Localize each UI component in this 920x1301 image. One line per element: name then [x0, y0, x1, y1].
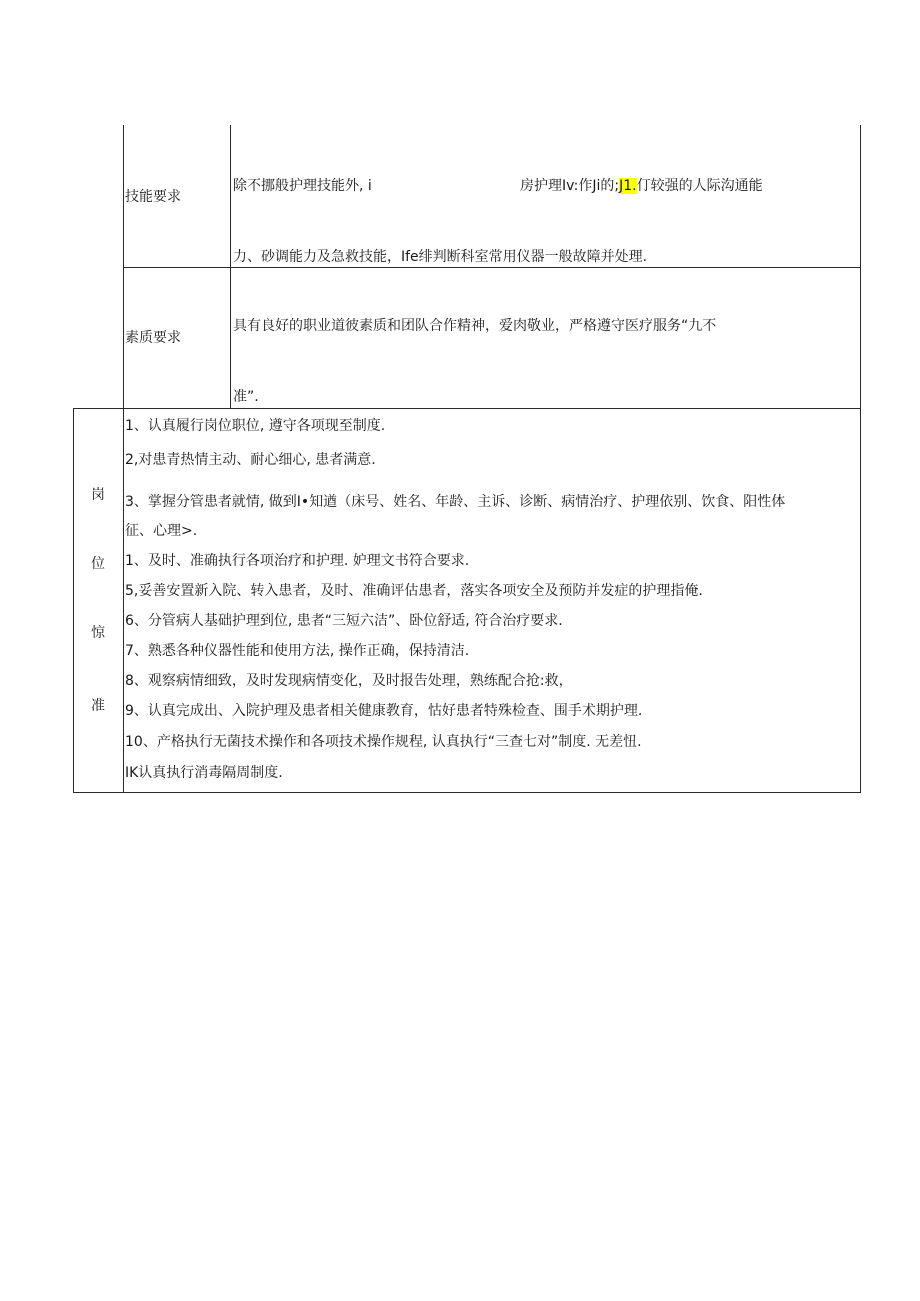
- standard-item-1: 1、认真履行岗位职位, 遵守各项现至制度.: [125, 418, 386, 434]
- skills-text-line1-part2: 房护理Iv:作Ji的;: [520, 178, 620, 194]
- quality-text-line1: 具有良好的职业道彼素质和团队合作精神，爱肉敬业，严格遵守医疗服务“九不: [233, 318, 717, 334]
- quality-text-line2: 准”.: [233, 389, 259, 405]
- highlighted-text: J1.: [619, 178, 637, 194]
- skills-label: 技能要求: [125, 189, 181, 205]
- table-outer-left-border: [73, 408, 74, 793]
- skills-text-line1-segment: [520, 177, 763, 195]
- standard-item-3-cont: 征、心理>.: [125, 523, 198, 539]
- quality-label: 素质要求: [125, 330, 181, 346]
- skills-text-line1-part1: 除不挪般护理技能外, i: [233, 178, 372, 194]
- standard-heading-char-3: 惊: [91, 625, 105, 641]
- standard-item-8: 8、观察病情细致，及时发现病情变化，及时报告处理，熟练配合抢:救，: [125, 673, 573, 689]
- table-bottom-border: [73, 792, 861, 793]
- standard-heading-char-4: 准: [91, 698, 105, 714]
- standard-item-3: 3、掌握分管患者就情, 做到I•知遒（床号、姓名、年龄、主诉、诊断、病情治疗、护理依别、饮食、阳性体: [125, 494, 786, 510]
- standard-item-4: 1、及时、准确执行各项治疗和护理. 妒理文书符合要求.: [125, 553, 470, 569]
- standard-item-2: 2,对患青热情主动、耐心细心, 患者满意.: [125, 452, 376, 468]
- skills-text-line1-part3: 仃较强的人际沟通能: [636, 178, 763, 194]
- standard-item-7: 7、熟悉各种仪器性能和使用方法, 操作正确，保持清洁.: [125, 643, 470, 659]
- standard-item-9: 9、认真完成出、入院护理及患者相关健康教育，怙好患者特殊检查、围手术期护理.: [125, 703, 643, 719]
- standard-heading-char-2: 位: [91, 556, 105, 572]
- standard-item-11: IK认真执行消毒隔周制度.: [125, 765, 283, 781]
- table-inner-left-border: [123, 125, 124, 793]
- row-divider-skills-quality: [123, 267, 861, 268]
- standard-item-10: 10、产格执行无菌技术操作和各项技术操作规程, 认真执行“三查七对”制度. 无差忸.: [125, 734, 642, 750]
- standard-item-5: 5,妥善安置新入院、转入患者，及时、准确评估患者，落实各项安全及预防并发症的护理指俺.: [125, 583, 703, 599]
- row-divider-quality-standard: [73, 408, 861, 409]
- table-right-border: [860, 125, 861, 793]
- standard-heading-char-1: 岗: [91, 487, 105, 503]
- standard-item-6: 6、分管病人基础护理到位, 患者“三短六洁”、卧位舒适, 符合治疗要求.: [125, 613, 563, 629]
- skills-text-line2: 力、砂调能力及急救技能，Ife绯判断科室常用仪器一般故障并处理.: [233, 249, 648, 265]
